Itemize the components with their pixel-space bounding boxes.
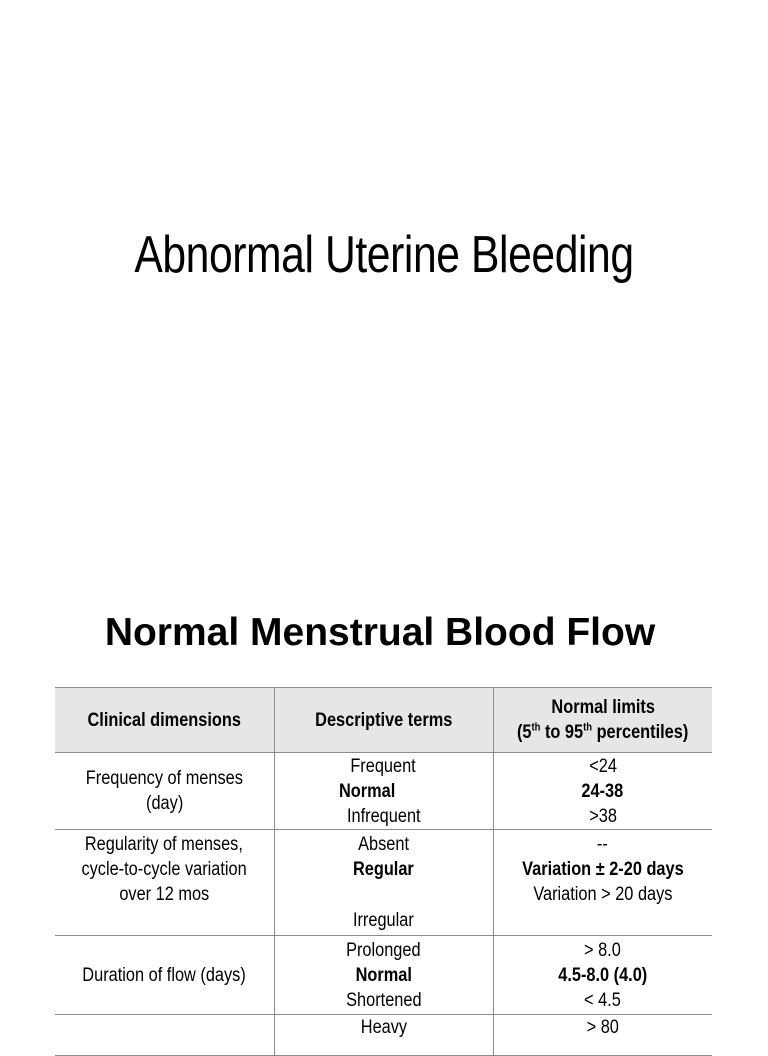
- limits-cell: > 80: [493, 1015, 712, 1056]
- table-row: [55, 936, 712, 1015]
- limits-cell: <24 24-38 >38: [493, 753, 712, 830]
- terms-cell: Heavy: [274, 1015, 493, 1056]
- header-clinical-dimensions: Clinical dimensions: [55, 688, 274, 753]
- limits-cell: -- Variation ± 2-20 days Variation > 20 days: [493, 830, 712, 936]
- table-row: [55, 830, 712, 936]
- header-normal-limits: Normal limits (5th to 95th percentiles): [493, 688, 712, 753]
- dimension-cell: Regularity of menses, cycle-to-cycle variation over 12 mos: [55, 830, 274, 936]
- header-percentiles: (5th to 95th percentiles): [517, 721, 689, 743]
- terms-cell: Absent Regular Irregular: [274, 830, 493, 936]
- dimension-cell: Duration of flow (days): [55, 936, 274, 1015]
- limits-cell: > 8.0 4.5-8.0 (4.0) < 4.5: [493, 936, 712, 1015]
- terms-cell: Frequent Normal Infrequent: [274, 753, 493, 830]
- dimension-cell: Frequency of menses (day): [55, 753, 274, 830]
- table-row: [55, 1015, 712, 1056]
- slide-title: Abnormal Uterine Bleeding: [134, 226, 634, 284]
- menstrual-flow-table: [55, 687, 712, 1056]
- terms-cell: Prolonged Normal Shortened: [274, 936, 493, 1015]
- table-row: [55, 753, 712, 830]
- header-descriptive-terms: Descriptive terms: [274, 688, 493, 753]
- table-header-row: [55, 688, 712, 753]
- dimension-cell: [55, 1015, 274, 1056]
- table-slide-title: Normal Menstrual Blood Flow: [104, 611, 656, 654]
